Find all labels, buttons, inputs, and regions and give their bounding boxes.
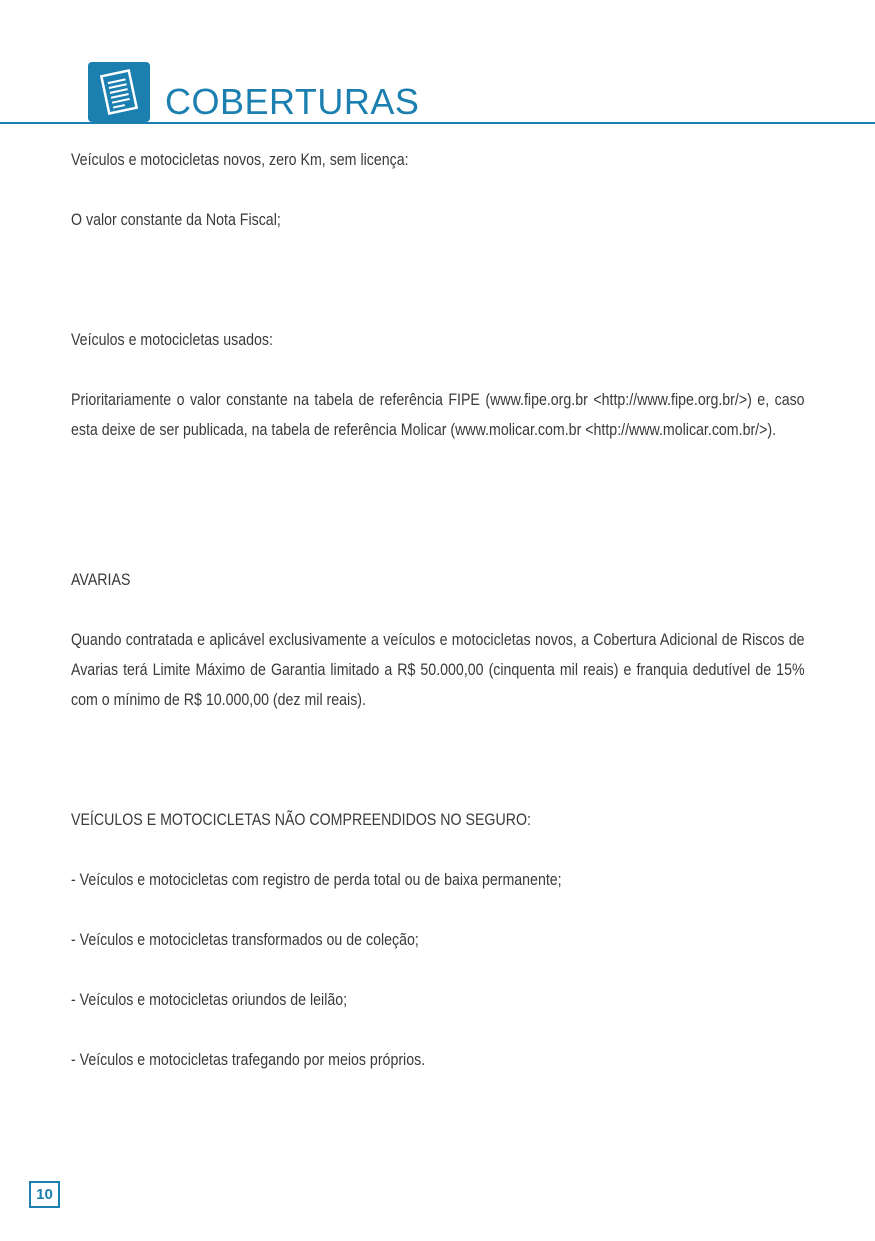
paragraph-used-vehicles-heading: Veículos e motocicletas usados:: [71, 331, 273, 349]
section-heading-avarias: AVARIAS: [71, 571, 131, 589]
document-icon: [88, 62, 150, 122]
section-heading-exclusions: VEÍCULOS E MOTOCICLETAS NÃO COMPREENDIDOS NO SEGURO:: [71, 811, 531, 829]
list-item: - Veículos e motocicletas oriundos de leilão;: [71, 991, 348, 1009]
list-item: - Veículos e motocicletas transformados ou de coleção;: [71, 931, 419, 949]
list-item: - Veículos e motocicletas trafegando por meios próprios.: [71, 1051, 426, 1069]
paragraph-new-vehicles-heading: Veículos e motocicletas novos, zero Km, sem licença:: [71, 151, 409, 169]
page-number: 10: [29, 1181, 60, 1208]
paragraph-used-vehicles-value: Prioritariamente o valor constante na tabela de referência FIPE (www.fipe.org.br <http://www.fipe.org.br/>) e, caso esta deixe de ser publicada, na tabela de referência Molicar (www.molicar.com.br <http://www.molicar.com.br/>).: [71, 391, 805, 439]
page-title: COBERTURAS: [165, 81, 420, 122]
header-divider: [0, 122, 875, 124]
paragraph-avarias: Quando contratada e aplicável exclusivamente a veículos e motocicletas novos, a Cobertura Adicional de Riscos de Avarias terá Limite Máximo de Garantia limitado a R$ 50.000,00 (cinquenta mil reais) e franquia dedutível de 15% com o mínimo de R$ 10.000,00 (dez mil reais).: [71, 631, 805, 709]
paragraph-new-vehicles-value: O valor constante da Nota Fiscal;: [71, 211, 281, 229]
list-item: - Veículos e motocicletas com registro de perda total ou de baixa permanente;: [71, 871, 562, 889]
